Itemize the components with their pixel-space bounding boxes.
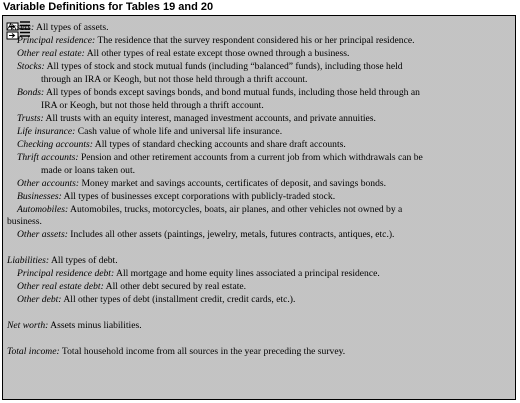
- text-principal-residence: The residence that the survey respondent considered his or her principal residence.: [95, 35, 415, 46]
- definition-total-income: [3, 346, 519, 358]
- text-life-insurance: Cash value of whole life and universal life insurance.: [75, 126, 283, 137]
- text-net-worth: Assets minus liabilities.: [48, 320, 142, 331]
- term-principal-residence-debt: Principal residence debt:: [17, 268, 115, 279]
- text-stocks: All types of stock and stock mutual funds (including “balanced” funds), including those held: [44, 61, 403, 72]
- definition-checking-accounts: [3, 139, 520, 151]
- text-bonds: All types of bonds except savings bonds, and bond mutual funds, including those held through an: [44, 87, 420, 98]
- definition-bonds: [3, 87, 520, 99]
- definition-other-debt: [3, 294, 520, 306]
- term-net-worth: Net worth:: [7, 320, 49, 331]
- text-automobiles: Automobiles, trucks, motorcycles, boats, air planes, and other vehicles not owned by a: [68, 204, 403, 215]
- definition-principal-residence-debt: [3, 268, 520, 280]
- term-other-real-estate: Other real estate:: [17, 48, 85, 59]
- definition-net-worth: [3, 320, 519, 332]
- definition-thrift-accounts: [3, 152, 520, 164]
- text-checking-accounts: All types of standard checking accounts and share draft accounts.: [92, 139, 346, 150]
- definition-stocks: [3, 61, 520, 73]
- term-life-insurance: Life insurance:: [17, 126, 76, 137]
- text-liabilities: All types of debt.: [49, 255, 118, 266]
- definition-thrift-accounts-continued: made or loans taken out.: [41, 165, 136, 176]
- text-other-real-estate-debt: All other debt secured by real estate.: [103, 281, 247, 292]
- term-liabilities: Liabilities:: [7, 255, 50, 266]
- term-other-real-estate-debt: Other real estate debt:: [17, 281, 104, 292]
- term-principal-residence: Principal residence:: [17, 35, 96, 46]
- term-total-income: Total income:: [7, 346, 60, 357]
- definition-other-assets: [3, 229, 520, 241]
- definition-automobiles-continued: business.: [7, 216, 42, 227]
- definition-bonds-continued: IRA or Keogh, but not those held through a thrift account.: [41, 100, 264, 111]
- text-other-debt: All other types of debt (installment credit, credit cards, etc.).: [61, 294, 296, 305]
- term-automobiles: Automobiles:: [17, 204, 69, 215]
- definitions-panel: [2, 15, 516, 400]
- definition-assets: [3, 22, 519, 34]
- definition-businesses: [3, 191, 520, 203]
- text-businesses: All types of businesses except corporations with publicly-traded stock.: [61, 191, 336, 202]
- text-assets: All types of assets.: [34, 22, 109, 33]
- text-trusts: All trusts with an equity interest, managed investment accounts, and private annuities.: [43, 113, 376, 124]
- text-other-real-estate: All other types of real estate except those owned through a business.: [84, 48, 350, 59]
- text-other-assets: Includes all other assets (paintings, jewelry, metals, futures contracts, antiques, etc.).: [67, 229, 395, 240]
- definition-life-insurance: [3, 126, 520, 138]
- text-principal-residence-debt: All mortgage and home equity lines associated a principal residence.: [114, 268, 380, 279]
- definition-principal-residence: [3, 35, 520, 47]
- term-businesses: Businesses:: [17, 191, 62, 202]
- definition-liabilities: [3, 255, 519, 267]
- term-other-accounts: Other accounts:: [17, 178, 80, 189]
- text-total-income: Total household income from all sources in the year preceding the survey.: [59, 346, 346, 357]
- term-other-assets: Other assets:: [17, 229, 68, 240]
- definition-automobiles: [3, 204, 520, 216]
- definition-other-real-estate-debt: [3, 281, 520, 293]
- page-title: Variable Definitions for Tables 19 and 20: [3, 1, 214, 13]
- term-thrift-accounts: Thrift accounts:: [17, 152, 79, 163]
- term-trusts: Trusts:: [17, 113, 44, 124]
- term-other-debt: Other debt:: [17, 294, 62, 305]
- term-bonds: Bonds:: [17, 87, 45, 98]
- text-thrift-accounts: Pension and other retirement accounts from a current job from which withdrawals can be: [78, 152, 423, 163]
- definition-stocks-continued: through an IRA or Keogh, but not those held through a thrift account.: [41, 74, 308, 85]
- term-assets: Assets:: [7, 22, 35, 33]
- text-other-accounts: Money market and savings accounts, certificates of deposit, and savings bonds.: [79, 178, 387, 189]
- definition-other-accounts: [3, 178, 520, 190]
- term-checking-accounts: Checking accounts:: [17, 139, 93, 150]
- definition-trusts: [3, 113, 520, 125]
- definition-other-real-estate: [3, 48, 520, 60]
- term-stocks: Stocks:: [17, 61, 45, 72]
